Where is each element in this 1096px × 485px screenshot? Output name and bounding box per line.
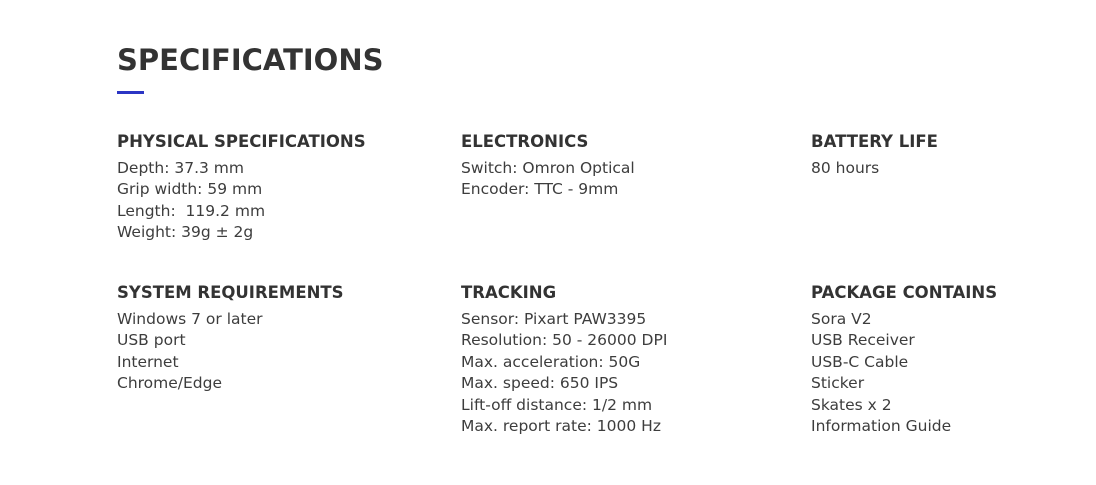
spec-item-lift-off: Lift-off distance: 1/2 mm (461, 395, 653, 414)
system-requirements-section (117, 283, 344, 395)
spec-item-switch: Switch: Omron Optical (461, 159, 635, 177)
battery-life-heading: BATTERY LIFE (811, 132, 938, 151)
spec-item-usb-port: USB port (117, 331, 186, 350)
tracking-heading: TRACKING (461, 283, 557, 302)
title-underline (117, 91, 144, 94)
battery-life-section (811, 132, 938, 179)
package-item-sticker: Sticker (811, 374, 865, 393)
battery-life-list (811, 158, 938, 179)
package-item-skates: Skates x 2 (811, 395, 892, 414)
spec-item-sensor: Sensor: Pixart PAW3395 (461, 310, 647, 328)
spec-item-length: Length: 119.2 mm (117, 201, 266, 220)
spec-item-grip-width: Grip width: 59 mm (117, 180, 263, 199)
package-contains-list (811, 309, 997, 437)
spec-item-encoder: Encoder: TTC - 9mm (461, 180, 619, 199)
spec-item-browser: Chrome/Edge (117, 374, 223, 393)
package-contains-section (811, 283, 997, 437)
spec-item-report-rate: Max. report rate: 1000 Hz (461, 417, 661, 436)
electronics-section (461, 132, 635, 201)
package-item-usb-c-cable: USB-C Cable (811, 352, 909, 371)
package-item-usb-receiver: USB Receiver (811, 331, 915, 350)
spec-item-weight: Weight: 39g ± 2g (117, 223, 254, 242)
spec-item-acceleration: Max. acceleration: 50G (461, 352, 641, 371)
system-requirements-list (117, 309, 344, 395)
spec-item-depth: Depth: 37.3 mm (117, 159, 244, 177)
spec-item-internet: Internet (117, 352, 179, 371)
electronics-list (461, 158, 635, 201)
physical-specifications-section (117, 132, 366, 244)
tracking-list (461, 309, 667, 437)
electronics-heading: ELECTRONICS (461, 132, 589, 151)
tracking-section (461, 283, 667, 437)
package-item-information-guide: Information Guide (811, 417, 952, 436)
spec-item-speed: Max. speed: 650 IPS (461, 374, 619, 393)
package-contains-heading: PACKAGE CONTAINS (811, 283, 998, 302)
physical-specifications-list (117, 158, 366, 244)
spec-item-os: Windows 7 or later (117, 310, 263, 328)
spec-item-resolution: Resolution: 50 - 26000 DPI (461, 331, 668, 350)
spec-item-battery-hours: 80 hours (811, 159, 880, 177)
page-title: SPECIFICATIONS (117, 43, 384, 77)
physical-specifications-heading: PHYSICAL SPECIFICATIONS (117, 132, 366, 151)
system-requirements-heading: SYSTEM REQUIREMENTS (117, 283, 344, 302)
package-item-mouse: Sora V2 (811, 310, 872, 328)
